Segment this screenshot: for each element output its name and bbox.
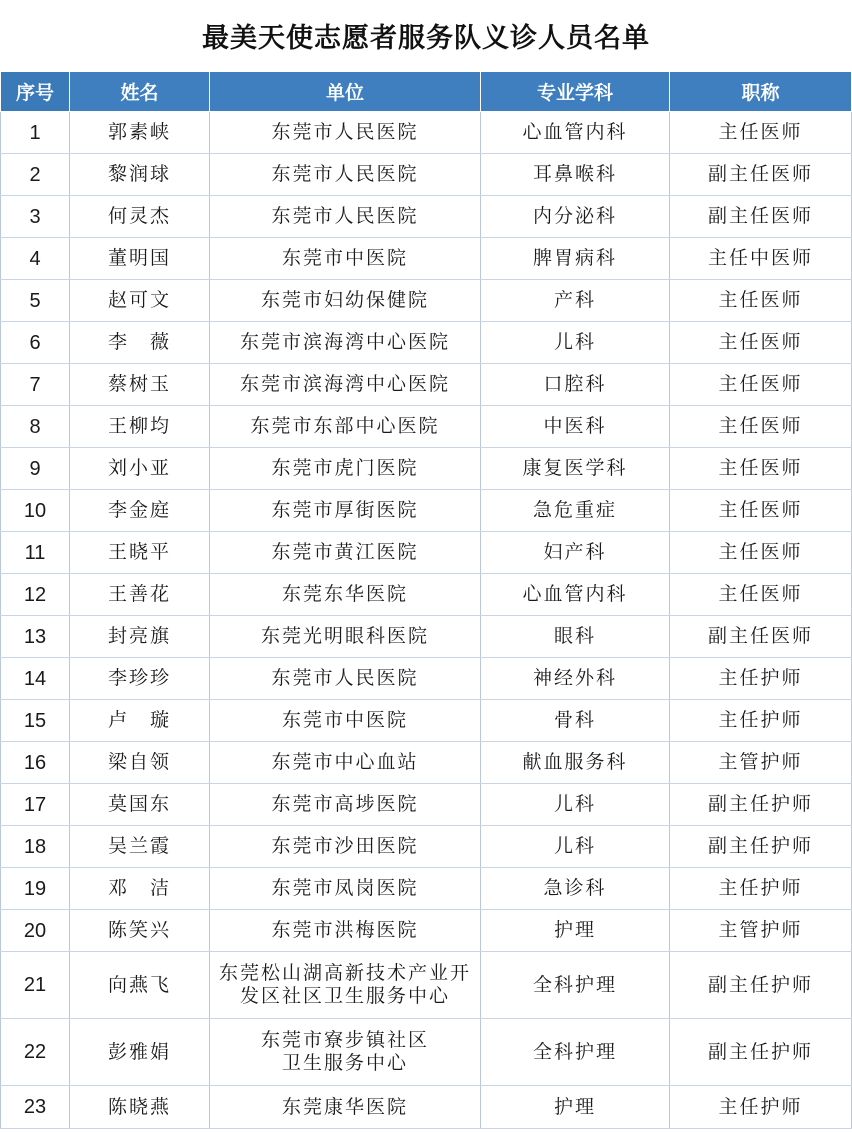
cell-index: 10 xyxy=(1,490,70,532)
cell-specialty: 康复医学科 xyxy=(481,448,670,490)
cell-name: 卢 璇 xyxy=(70,700,210,742)
cell-specialty: 急诊科 xyxy=(481,868,670,910)
table-row xyxy=(1,910,852,952)
cell-index: 21 xyxy=(1,952,70,1019)
table-row xyxy=(1,1086,852,1129)
cell-name: 李金庭 xyxy=(70,490,210,532)
cell-name: 彭雅娟 xyxy=(70,1019,210,1086)
cell-rank: 主任医师 xyxy=(670,322,852,364)
cell-specialty: 妇产科 xyxy=(481,532,670,574)
cell-name: 王柳均 xyxy=(70,406,210,448)
table-row xyxy=(1,616,852,658)
cell-unit xyxy=(210,280,481,322)
cell-unit-line: 东莞东华医院 xyxy=(281,583,408,606)
table-row xyxy=(1,574,852,616)
cell-rank: 副主任护师 xyxy=(670,826,852,868)
cell-specialty: 耳鼻喉科 xyxy=(481,154,670,196)
cell-rank: 主管护师 xyxy=(670,742,852,784)
cell-index: 23 xyxy=(1,1086,70,1129)
cell-rank: 主任护师 xyxy=(670,868,852,910)
cell-unit xyxy=(210,1086,481,1129)
column-header-index: 序号 xyxy=(1,72,70,112)
column-header-specialty: 专业学科 xyxy=(481,72,670,112)
table-header-row xyxy=(1,72,852,112)
cell-unit-line: 卫生服务中心 xyxy=(281,1052,408,1074)
cell-specialty: 儿科 xyxy=(481,784,670,826)
cell-unit-line: 东莞市黄江医院 xyxy=(271,541,419,564)
cell-specialty: 骨科 xyxy=(481,700,670,742)
cell-specialty: 产科 xyxy=(481,280,670,322)
cell-rank: 副主任医师 xyxy=(670,616,852,658)
cell-index: 19 xyxy=(1,868,70,910)
cell-specialty: 献血服务科 xyxy=(481,742,670,784)
cell-rank: 主任医师 xyxy=(670,490,852,532)
cell-unit-line: 东莞市寮步镇社区 xyxy=(260,1029,429,1052)
column-header-name: 姓名 xyxy=(70,72,210,112)
cell-unit xyxy=(210,490,481,532)
table-row xyxy=(1,742,852,784)
cell-specialty: 内分泌科 xyxy=(481,196,670,238)
column-header-unit: 单位 xyxy=(210,72,481,112)
table-row xyxy=(1,154,852,196)
cell-rank: 主任医师 xyxy=(670,574,852,616)
cell-unit xyxy=(210,616,481,658)
cell-unit-line: 东莞市人民医院 xyxy=(271,667,419,690)
page-title: 最美天使志愿者服务队义诊人员名单 xyxy=(202,23,650,54)
cell-index: 14 xyxy=(1,658,70,700)
cell-name: 梁自领 xyxy=(70,742,210,784)
table-row xyxy=(1,826,852,868)
cell-index: 3 xyxy=(1,196,70,238)
cell-name: 郭素峡 xyxy=(70,112,210,154)
cell-unit-line: 东莞市凤岗医院 xyxy=(271,877,419,900)
cell-unit xyxy=(210,700,481,742)
cell-unit xyxy=(210,742,481,784)
cell-rank: 主管护师 xyxy=(670,910,852,952)
cell-name: 蔡树玉 xyxy=(70,364,210,406)
cell-specialty: 全科护理 xyxy=(481,952,670,1019)
cell-rank: 副主任护师 xyxy=(670,784,852,826)
cell-specialty: 眼科 xyxy=(481,616,670,658)
table-row xyxy=(1,868,852,910)
cell-unit-line: 东莞市滨海湾中心医院 xyxy=(239,373,450,396)
cell-rank: 主任护师 xyxy=(670,1086,852,1129)
cell-specialty: 急危重症 xyxy=(481,490,670,532)
cell-index: 5 xyxy=(1,280,70,322)
cell-name: 李 薇 xyxy=(70,322,210,364)
cell-index: 13 xyxy=(1,616,70,658)
cell-index: 17 xyxy=(1,784,70,826)
cell-rank: 主任医师 xyxy=(670,448,852,490)
cell-unit-line: 东莞松山湖高新技术产业开 xyxy=(218,962,471,985)
cell-index: 8 xyxy=(1,406,70,448)
cell-index: 12 xyxy=(1,574,70,616)
cell-rank: 主任医师 xyxy=(670,364,852,406)
cell-unit-line: 东莞市中医院 xyxy=(281,709,408,732)
cell-name: 王晓平 xyxy=(70,532,210,574)
cell-specialty: 神经外科 xyxy=(481,658,670,700)
cell-unit-line: 东莞市中医院 xyxy=(281,247,408,270)
cell-name: 邓 洁 xyxy=(70,868,210,910)
cell-specialty: 护理 xyxy=(481,910,670,952)
cell-unit xyxy=(210,1019,481,1086)
table-row xyxy=(1,364,852,406)
cell-unit-line: 东莞市沙田医院 xyxy=(271,835,419,858)
cell-index: 9 xyxy=(1,448,70,490)
cell-index: 18 xyxy=(1,826,70,868)
cell-unit-line: 东莞市洪梅医院 xyxy=(271,919,419,942)
cell-index: 7 xyxy=(1,364,70,406)
table-row xyxy=(1,658,852,700)
cell-rank: 副主任医师 xyxy=(670,196,852,238)
cell-rank: 主任护师 xyxy=(670,700,852,742)
cell-name: 黎润球 xyxy=(70,154,210,196)
cell-unit xyxy=(210,868,481,910)
cell-unit-line: 东莞市人民医院 xyxy=(271,121,419,144)
cell-unit xyxy=(210,322,481,364)
cell-unit xyxy=(210,406,481,448)
cell-unit-line: 东莞康华医院 xyxy=(281,1095,408,1118)
cell-unit-line: 东莞光明眼科医院 xyxy=(260,625,429,648)
table-row xyxy=(1,322,852,364)
cell-index: 20 xyxy=(1,910,70,952)
cell-name: 莫国东 xyxy=(70,784,210,826)
cell-specialty: 心血管内科 xyxy=(481,574,670,616)
cell-unit xyxy=(210,784,481,826)
cell-specialty: 儿科 xyxy=(481,826,670,868)
cell-name: 王善花 xyxy=(70,574,210,616)
cell-unit-line: 东莞市虎门医院 xyxy=(271,457,419,480)
cell-rank: 主任医师 xyxy=(670,280,852,322)
cell-name: 李珍珍 xyxy=(70,658,210,700)
table-row xyxy=(1,280,852,322)
cell-name: 何灵杰 xyxy=(70,196,210,238)
table-row xyxy=(1,1019,852,1086)
cell-unit-line: 发区社区卫生服务中心 xyxy=(239,985,450,1007)
table-row xyxy=(1,448,852,490)
cell-unit xyxy=(210,154,481,196)
cell-rank: 副主任护师 xyxy=(670,952,852,1019)
table-row xyxy=(1,784,852,826)
cell-specialty: 护理 xyxy=(481,1086,670,1129)
cell-rank: 副主任护师 xyxy=(670,1019,852,1086)
cell-unit xyxy=(210,364,481,406)
table-row xyxy=(1,112,852,154)
cell-index: 6 xyxy=(1,322,70,364)
cell-unit xyxy=(210,196,481,238)
cell-name: 封亮旗 xyxy=(70,616,210,658)
cell-rank: 主任中医师 xyxy=(670,238,852,280)
cell-name: 陈晓燕 xyxy=(70,1086,210,1129)
cell-unit-line: 东莞市高埗医院 xyxy=(271,793,419,816)
table-row xyxy=(1,238,852,280)
cell-specialty: 口腔科 xyxy=(481,364,670,406)
table-row xyxy=(1,490,852,532)
cell-name: 刘小亚 xyxy=(70,448,210,490)
cell-name: 陈笑兴 xyxy=(70,910,210,952)
cell-name: 赵可文 xyxy=(70,280,210,322)
cell-specialty: 全科护理 xyxy=(481,1019,670,1086)
cell-unit-line: 东莞市滨海湾中心医院 xyxy=(239,331,450,354)
cell-specialty: 脾胃病科 xyxy=(481,238,670,280)
cell-specialty: 儿科 xyxy=(481,322,670,364)
cell-unit xyxy=(210,826,481,868)
table-row xyxy=(1,532,852,574)
cell-name: 向燕飞 xyxy=(70,952,210,1019)
table-row xyxy=(1,952,852,1019)
cell-rank: 主任护师 xyxy=(670,658,852,700)
cell-unit xyxy=(210,952,481,1019)
cell-rank: 副主任医师 xyxy=(670,154,852,196)
cell-unit-line: 东莞市中心血站 xyxy=(271,751,419,774)
table-row xyxy=(1,196,852,238)
cell-index: 16 xyxy=(1,742,70,784)
cell-unit xyxy=(210,238,481,280)
cell-name: 吴兰霞 xyxy=(70,826,210,868)
cell-index: 1 xyxy=(1,112,70,154)
cell-unit xyxy=(210,574,481,616)
cell-unit-line: 东莞市东部中心医院 xyxy=(250,415,440,438)
cell-unit-line: 东莞市人民医院 xyxy=(271,205,419,228)
cell-unit xyxy=(210,532,481,574)
cell-index: 11 xyxy=(1,532,70,574)
cell-name: 董明国 xyxy=(70,238,210,280)
cell-specialty: 心血管内科 xyxy=(481,112,670,154)
cell-unit-line: 东莞市人民医院 xyxy=(271,163,419,186)
table-row xyxy=(1,406,852,448)
cell-rank: 主任医师 xyxy=(670,112,852,154)
cell-index: 22 xyxy=(1,1019,70,1086)
cell-rank: 主任医师 xyxy=(670,532,852,574)
cell-rank: 主任医师 xyxy=(670,406,852,448)
cell-index: 15 xyxy=(1,700,70,742)
table-body xyxy=(1,112,852,1129)
cell-unit xyxy=(210,910,481,952)
cell-unit xyxy=(210,658,481,700)
cell-unit-line: 东莞市厚街医院 xyxy=(271,499,419,522)
cell-index: 4 xyxy=(1,238,70,280)
volunteer-roster-table xyxy=(0,71,852,1129)
table-row xyxy=(1,700,852,742)
cell-unit-line: 东莞市妇幼保健院 xyxy=(260,289,429,312)
cell-unit xyxy=(210,448,481,490)
column-header-rank: 职称 xyxy=(670,72,852,112)
cell-specialty: 中医科 xyxy=(481,406,670,448)
cell-index: 2 xyxy=(1,154,70,196)
cell-unit xyxy=(210,112,481,154)
